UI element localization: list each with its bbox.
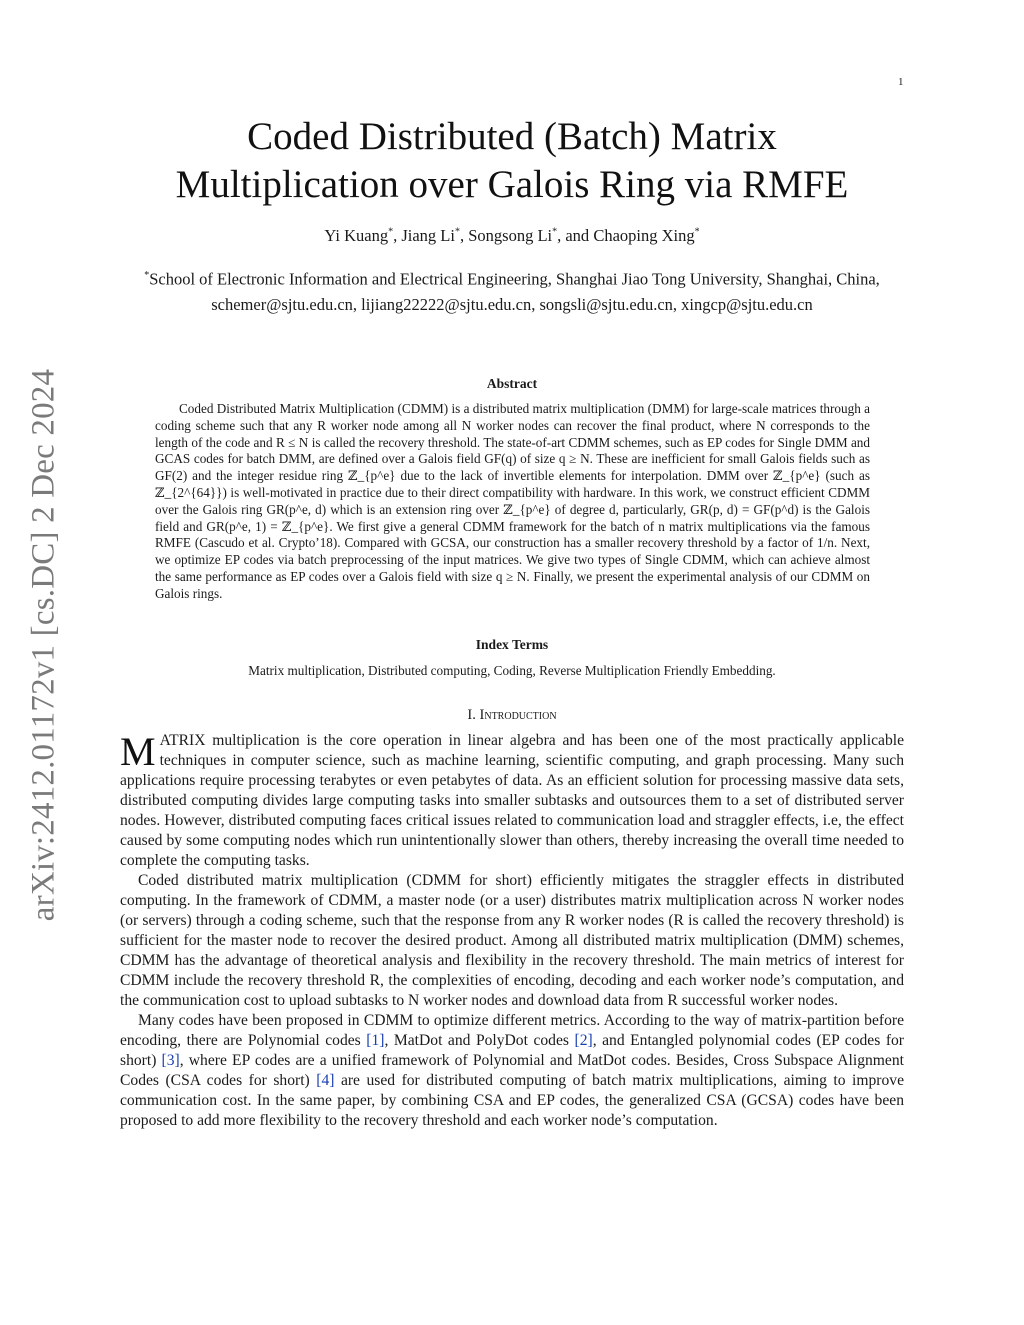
author-emails: schemer@sjtu.edu.cn, lijiang22222@sjtu.edu.cn, songsli@sjtu.edu.cn, xingcp@sjtu.edu.cn: [211, 294, 813, 314]
author-mark: *: [388, 226, 394, 238]
citation-link-1[interactable]: [1]: [366, 1032, 385, 1049]
affiliation-block: [112, 265, 912, 316]
intro-paragraph-2: Coded distributed matrix multiplication (CDMM for short) efficiently mitigates the straggler effects in distributed computing. In the framework of CDMM, a master node (or a user) distributes matrix multiplication across N worker nodes (or servers) through a coding scheme, such that the response from any R worker nodes (R is called the recovery threshold) is sufficient for the master node to recover the desired product. Among all distributed matrix multiplication (DMM) schemes, CDMM has the advantage of theoretical analysis and flexibility in the recovery threshold. The main metrics of interest for CDMM include the recovery threshold R, the complexities of encoding, decoding and each worker node’s computation, and the communication cost to upload subtasks to N worker nodes and download data from R successful worker nodes.: [120, 872, 904, 1009]
author-mark: *: [694, 226, 700, 238]
intro-paragraph-1: [120, 731, 904, 871]
author-name: Songsong Li: [468, 226, 553, 245]
introduction-body: [120, 731, 904, 1131]
author-name: Yi Kuang: [324, 226, 389, 245]
author-name: Chaoping Xing: [593, 226, 695, 245]
author-mark: *: [454, 226, 460, 238]
author-list: Yi Kuang*, Jiang Li*, Songsong Li*, and Chaoping Xing*: [324, 226, 700, 245]
title-line-2: Multiplication over Galois Ring via RMFE: [175, 163, 849, 206]
section-title: Introduction: [479, 707, 557, 723]
intro-paragraph-1-text: ATRIX multiplication is the core operation in linear algebra and has been one of the most practically applicable techniques in computer science, such as machine learning, scientific computing, and graph processing. Many such applications require processing terabytes or even petabytes of data. As an efficient solution for processing massive data sets, distributed computing divides large computing tasks into smaller subtasks and outsources them to a set of distributed server nodes. However, distributed computing faces critical issues related to communication load and straggler effects, i.e, the effect caused by some computing nodes which run unintentionally slower than others, thereby increasing the overall time needed to complete the computing tasks.: [120, 732, 904, 869]
author-name: Jiang Li: [401, 226, 455, 245]
intro-paragraph-3-text-d: , where EP codes are a unified framework of Polynomial and MatDot codes. Besides, Cross Subspace Alignment Codes (CSA codes for short): [120, 1052, 904, 1089]
citation-link-2[interactable]: [2]: [574, 1032, 593, 1049]
section-number: I.: [467, 707, 476, 723]
index-terms-body: Matrix multiplication, Distributed computing, Coding, Reverse Multiplication Friendly Embedding.: [248, 663, 776, 678]
abstract-heading: Abstract: [486, 376, 538, 391]
author-mark: *: [552, 226, 558, 238]
citation-link-4[interactable]: [4]: [316, 1072, 335, 1089]
arxiv-identifier-stamp: arXiv:2412.01172v1 [cs.DC] 2 Dec 2024: [25, 368, 62, 922]
page-number: 1: [898, 76, 904, 88]
intro-paragraph-3-text-e: are used for distributed computing of batch matrix multiplications, aiming to improve communication cost. In the same paper, by combining CSA and EP codes, the generalized CSA (GCSA) codes have been proposed to add more flexibility to the recovery threshold and each worker node’s computation.: [120, 1072, 904, 1129]
title-line-1: Coded Distributed (Batch) Matrix: [247, 115, 777, 158]
intro-paragraph-3: [120, 1011, 904, 1131]
drop-cap: M: [120, 729, 156, 774]
section-heading-introduction: [0, 707, 1024, 724]
index-terms-heading: Index Terms: [475, 637, 549, 652]
intro-paragraph-3-text-b: , MatDot and PolyDot codes: [384, 1032, 575, 1049]
intro-paragraph-3-text-a: Many codes have been proposed in CDMM to optimize different metrics. According to the way of matrix-partition before encoding, there are Polynomial codes: [120, 1012, 904, 1049]
paper-title: [0, 113, 1024, 209]
abstract-body: Coded Distributed Matrix Multiplication (CDMM) is a distributed matrix multiplication (DMM) for large-scale matrices through a coding scheme such that any R worker node among all N worker nodes can recover the final product, where N corresponds to the length of the code and R ≤ N is called the recovery threshold. The state-of-art CDMM schemes, such as EP codes for Single DMM and GCAS codes for batch DMM, are defined over a Galois field GF(q) of size q ≥ N. These are inefficient for small Galois fields such as GF(2) and the integer residue ring ℤ_{p^e} due to the lack of invertible elements for interpolation. DMM over ℤ_{p^e} (such as ℤ_{2^{64}}) is well-motivated in practice due to their direct compatibility with hardware. In this work, we construct efficient CDMM over the Galois ring GR(p^e, d) which is an extension ring over ℤ_{p^e} of degree d, particularly, GR(p, d) = GF(p^d) is the Galois field and GR(p^e, 1) = ℤ_{p^e}. We first give a general CDMM framework for the batch of n matrix multiplications via the famous RMFE (Cascudo et al. Crypto’18). Compared with GCSA, our construction has a smaller recovery threshold by a factor of 1/n. Next, we optimize EP codes via batch preprocessing of the input matrices. We give two types of Single CDMM, which can achieve almost the same performance as EP codes over a Galois field with size q ≥ N. Finally, we present the experimental analysis of our CDMM on Galois rings.: [155, 401, 870, 601]
affiliation-text: School of Electronic Information and Electrical Engineering, Shanghai Jiao Tong University, Shanghai, China,: [149, 269, 880, 289]
citation-link-3[interactable]: [3]: [161, 1052, 180, 1069]
intro-paragraph-3-text-c: , and Entangled polynomial codes (EP codes for short): [120, 1032, 904, 1069]
affiliation-mark: *: [144, 270, 150, 281]
